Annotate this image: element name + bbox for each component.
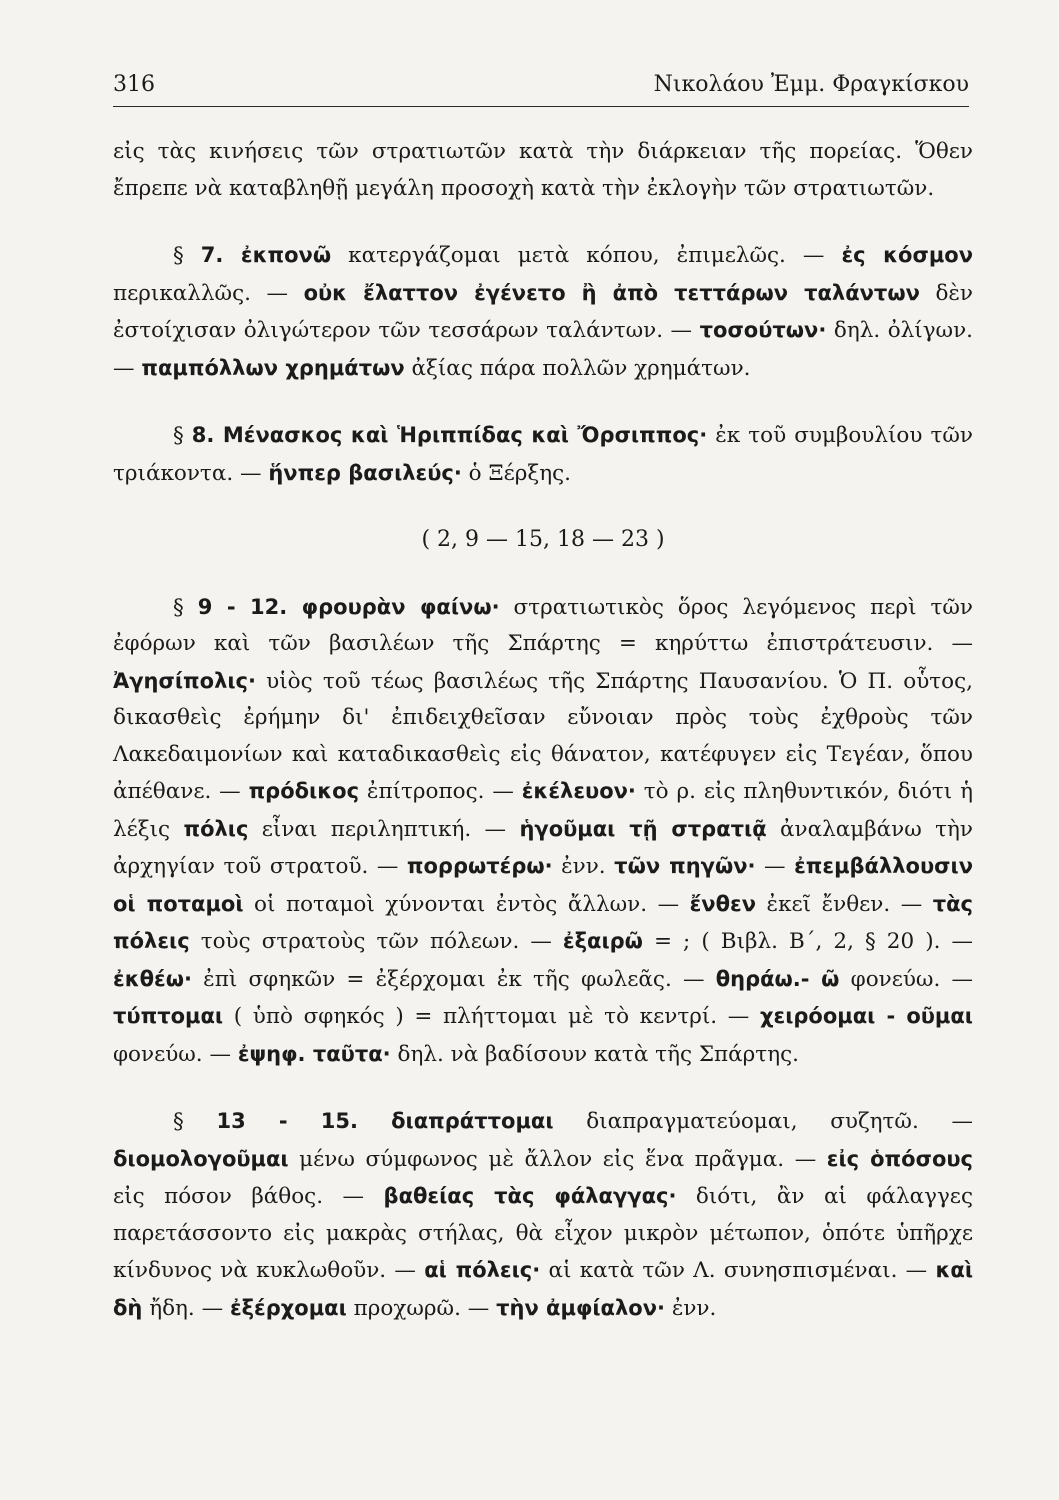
gloss-text: δὲν ἐστοίχισαν ὀλιγώτερον τῶν τεσσάρων ταλάντων. — [113,280,973,343]
lemma-term: τὰς πόλεις [113,891,973,953]
lemma-term: πόλις [183,816,249,841]
paragraph-gap [113,387,973,417]
gloss-text: ἐπίτροπος. — [359,779,522,804]
lemma-term: παμπόλλων χρημάτων [141,355,405,380]
gloss-text: εἰς πόσον βάθος. — [113,1184,384,1209]
lemma-term: πρόδικος [248,779,360,803]
gloss-text: αἱ κατὰ τῶν Λ. συνησπισμέναι. — [540,1258,936,1283]
lemma-term: αἱ πόλεις· [424,1258,541,1282]
gloss-text: τοὺς στρατοὺς τῶν πόλεων. — [189,929,563,954]
page-number: 316 [113,72,155,97]
commentary-paragraph [113,237,973,387]
gloss-text: = ; ( Βιβλ. Β΄, 2, § 20 ). — [642,929,974,954]
gloss-text: τὸ ρ. εἰς πληθυντικόν, διότι ἡ λέξις [113,779,973,842]
paragraph-gap [113,207,973,237]
gloss-text: ἐπὶ σφηκῶν = ἐξέρχομαι ἐκ τῆς φωλεᾶς. — [191,966,716,992]
gloss-text: δηλ. ὀλίγων. — [113,318,973,381]
gloss-text: εἰς τὰς κινήσεις τῶν στρατιωτῶν κατὰ τὴν διάρκειαν τῆς πορείας. Ὅθεν ἔπρεπε νὰ καταβληθῇ μεγάλη προσοχὴ κατὰ τὴν ἐκλογὴν τῶν στρατιωτῶν. [113,139,973,201]
lemma-term: 7. ἐκπονῶ [200,243,332,267]
lemma-term: ἐς κόσμον [841,243,974,267]
lemma-term: θηράω.- ῶ [715,966,840,991]
gloss-text: § [173,1109,217,1134]
gloss-text: ἐκ τοῦ συμβουλίου τῶν τριάκοντα. — [113,423,973,486]
lemma-term: χειρόομαι - οῦμαι [759,1004,973,1028]
paragraph-gap [113,492,973,522]
lemma-term: ἐκέλευον· [521,779,636,803]
lemma-term: καὶ δὴ [113,1258,974,1320]
gloss-text: ἐκεῖ ἔνθεν. — [756,891,933,917]
gloss-text: § [173,423,192,448]
gloss-text: διότι, ἂν αἱ φάλαγγες παρετάσσοντο εἰς μακρὰς στήλας, θὰ εἶχον μικρὸν μέτωπον, ὁπότε ὑπῆρχε κίνδυνος νὰ κυκλωθοῦν. — [113,1184,973,1283]
commentary-paragraph [113,417,973,492]
gloss-text: ἤδη. — [142,1295,230,1321]
gloss-text: προχωρῶ. — [346,1295,497,1321]
section-reference: ( 2, 9 — 15, 18 — 23 ) [421,527,665,552]
gloss-text: διαπραγματεύομαι, συζητῶ. — [553,1109,973,1134]
lemma-term: ἡγοῦμαι τῇ στρατιᾷ [519,816,767,841]
gloss-text: ( ὑπὸ σφηκός ) = πλήττομαι μὲ τὸ κεντρί. — [223,1004,760,1029]
gloss-text: § [173,243,201,268]
lemma-term: ἔνθεν [689,891,757,916]
lemma-term: ἐξέρχομαι [229,1295,347,1320]
gloss-text: ἐνν. [552,854,615,879]
gloss-text: κατεργάζομαι μετὰ κόπου, ἐπιμελῶς. — [331,243,842,268]
lemma-term: 13 - 15. διαπράττομαι [216,1109,554,1133]
lemma-term: εἰς ὁπόσους [826,1146,974,1171]
commentary-paragraph [113,589,973,1074]
lemma-term: βαθείας τὰς φάλαγγας· [383,1184,677,1208]
gloss-text: § [173,594,198,620]
lemma-term: ἐψηφ. ταῦτα· [237,1041,391,1066]
lemma-term: πορρωτέρω· [406,854,553,878]
gloss-text: μένω σύμφωνος μὲ ἄλλον εἰς ἕνα πρᾶγμα. — [288,1146,827,1172]
lemma-term: οὐκ ἔλαττον ἐγένετο ἢ ἀπὸ τεττάρων ταλάντων [303,280,920,305]
lemma-term: 8. Μένασκος καὶ Ἡριππίδας καὶ Ὄρσιππος· [191,423,708,447]
lemma-term: ἥνπερ βασιλεύς· [268,460,462,485]
gloss-text: φονεύω. — [839,966,973,992]
gloss-text: ἀξίας πάρα πολλῶν χρημάτων. [404,355,751,381]
lemma-term: ἐπεμβάλλουσιν οἱ ποταμοὶ [113,854,974,916]
gloss-text: ὁ Ξέρξης. [461,460,571,486]
gloss-text: εἶναι περιληπτική. — [248,816,520,842]
gloss-text: φονεύω. — [113,1041,238,1067]
lemma-term: διομολογοῦμαι [113,1146,289,1171]
gloss-text: — [755,854,795,879]
lemma-term: τὴν ἀμφίαλον· [496,1295,665,1320]
commentary-paragraph [113,134,973,207]
gloss-text: στρατιωτικὸς ὅρος λεγόμενος περὶ τῶν ἐφόρων καὶ τῶν βασιλέων τῆς Σπάρτης = κηρύττω ἐπιστράτευσιν. — [113,594,973,656]
lemma-term: τῶν πηγῶν· [614,854,756,878]
paragraph-gap [113,559,973,589]
gloss-text: ἐνν. [664,1295,717,1321]
lemma-term: 9 - 12. φρουρὰν φαίνω· [197,594,500,619]
lemma-term: ἐκθέω· [113,966,192,991]
commentary-paragraph [113,1103,973,1327]
lemma-term: τύπτομαι [113,1004,224,1028]
lemma-term: ἐξαιρῶ [562,929,643,953]
gloss-text: δηλ. νὰ βαδίσουν κατὰ τῆς Σπάρτης. [390,1041,799,1067]
lemma-term: τοσούτων· [699,318,827,342]
gloss-text: περικαλλῶς. — [113,280,304,306]
gloss-text: ἀναλαμβάνω τὴν ἀρχηγίαν τοῦ στρατοῦ. — [113,816,973,879]
gloss-text: οἱ ποταμοὶ χύνονται ἐντὸς ἄλλων. — [243,891,690,917]
commentary-text [113,134,973,1327]
lemma-term: Ἀγησίπολις· [113,668,256,693]
gloss-text: υἱὸς τοῦ τέως βασιλέως τῆς Σπάρτης Παυσανίου. Ὁ Π. οὗτος, δικασθεὶς ἐρήμην δι' ἐπιδειχθεῖσαν εὔνοιαν πρὸς τοὺς ἐχθροὺς τῶν Λακεδαιμονίων καὶ καταδικασθεὶς εἰς θάνατον, κατέφυγεν εἰς Τεγέαν, ὅπου ἀπέθανε. — [113,668,973,804]
page-header [113,66,969,107]
running-title: Νικολάου Ἐμμ. Φραγκίσκου [653,72,969,97]
paragraph-gap [113,1073,973,1103]
